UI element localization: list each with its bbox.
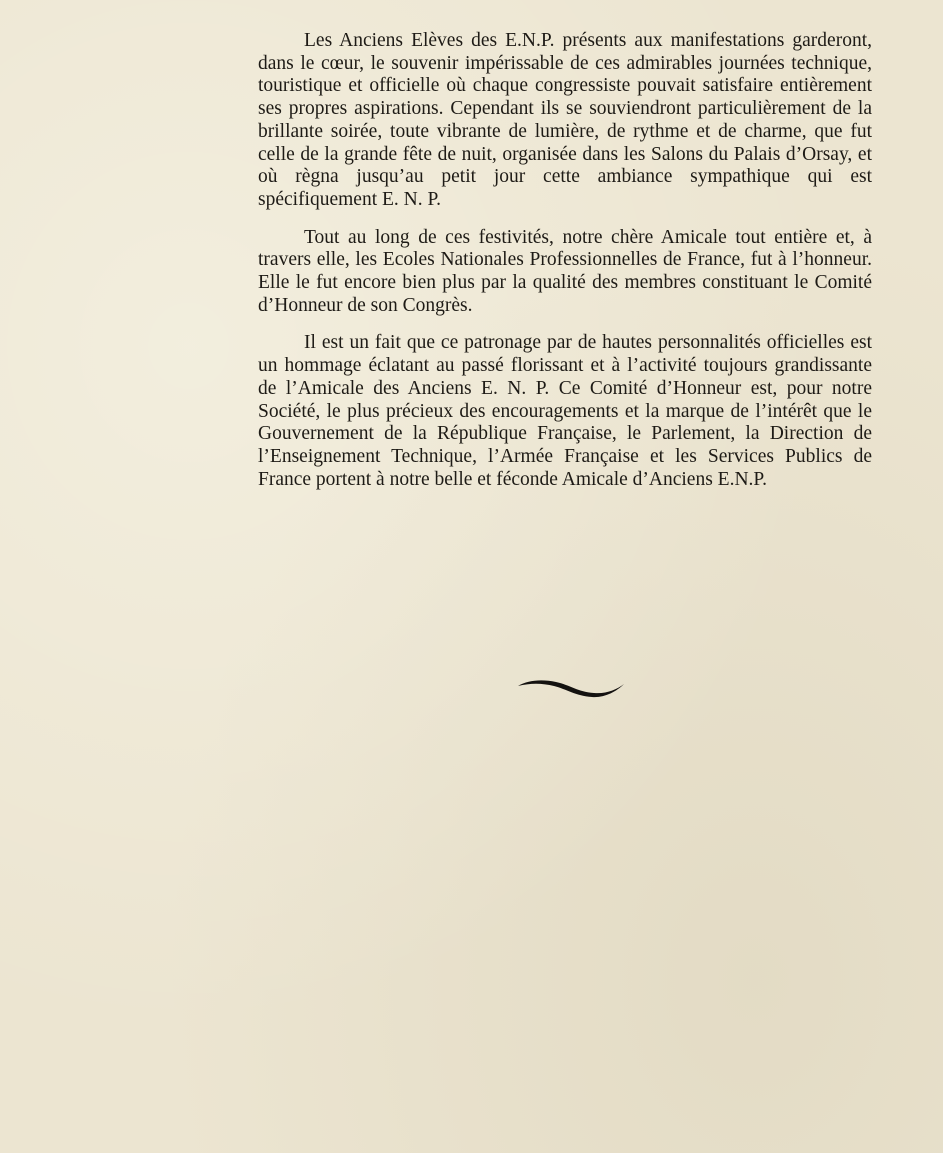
paragraph-3: Il est un fait que ce patronage par de hautes personnalités officielles est un hommage éclatant au passé florissant et à l’activité toujours grandissante de l’Amicale des Anciens E. N. P. Ce Comité d’Honneur est, pour notre Société, le plus précieux des encouragements et la marque de l’intérêt que le Gouvernement de la République Française, le Parlement, la Direction de l’Enseignement Technique, l’Armée Française et les Services Publics de France portent à notre belle et féconde Amicale d’Anciens E.N.P.: [258, 332, 872, 490]
body-text: [258, 30, 872, 506]
paragraph-2: Tout au long de ces festivités, notre chère Amicale tout entière et, à travers elle, les Ecoles Nationales Professionnelles de France, fut à l’honneur. Elle le fut encore bien plus par la qualité des membres constituant le Comité d’Honneur de son Congrès.: [258, 226, 872, 316]
swash-ornament-icon: [516, 676, 626, 700]
paragraph-1: Les Anciens Elèves des E.N.P. présents aux manifestations garderont, dans le cœur, le souvenir impérissable de ces admirables journées technique, touristique et officielle où chaque congressiste pouvait satisfaire entièrement ses propres aspirations. Cependant ils se souviendront particulièrement de la brillante soirée, toute vibrante de lumière, de rythme et de charme, que fut celle de la grande fête de nuit, organisée dans les Salons du Palais d’Orsay, et où règna jusqu’au petit jour cette ambiance sympathique qui est spécifiquement E. N. P.: [258, 30, 872, 210]
